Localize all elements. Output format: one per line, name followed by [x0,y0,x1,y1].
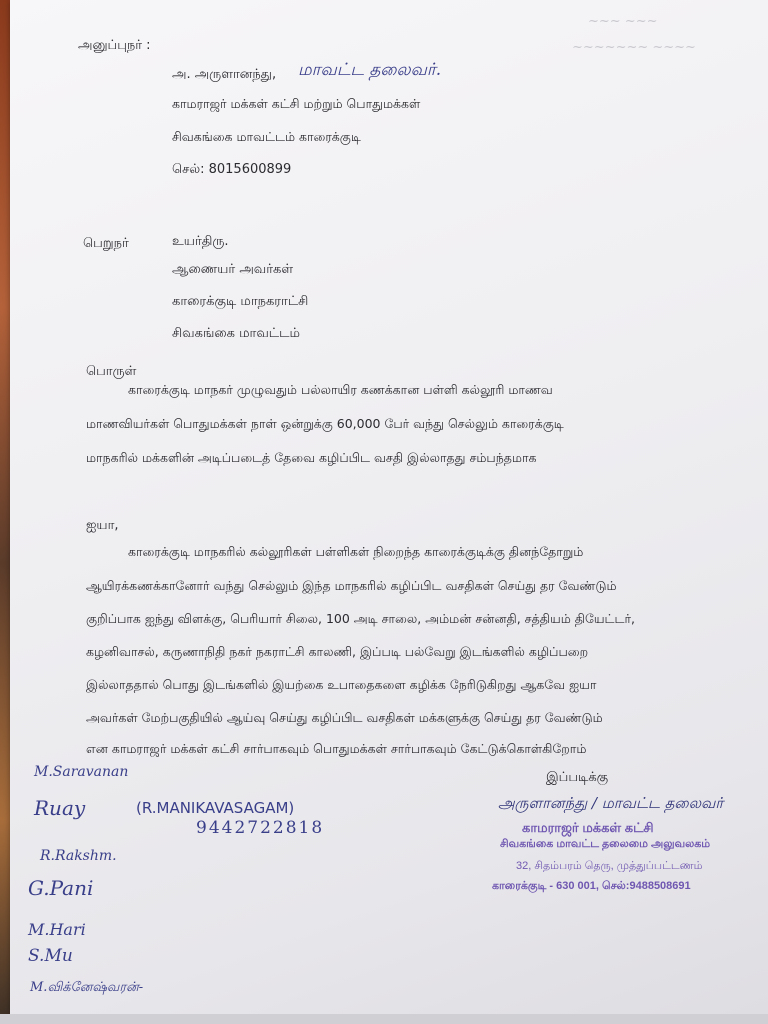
subject-line-1: காரைக்குடி மாநகர் முழுவதும் பல்லாயிர கணக்கான பள்ளி கல்லூரி மாணவ [128,382,553,397]
sender-party: காமராஜர் மக்கள் கட்சி மற்றும் பொதுமக்கள் [172,96,421,111]
sender-heading: அனுப்புநர் : [78,38,151,53]
body-line-3: குறிப்பாக ஐந்து விளக்கு, பெரியார் சிலை, 100 அடி சாலை, அம்மன் சன்னதி, சத்தியம் தியேட்டர், [86,611,635,626]
sender-name: அ. அருளானந்து, [172,67,277,82]
sender-place: சிவகங்கை மாவட்டம் காரைக்குடி [172,129,361,144]
stamp-line-4: காரைக்குடி - 630 001, செல்:9488508691 [492,880,691,892]
stamp-line-2: சிவகங்கை மாவட்ட தலைமை அலுவலகம் [500,838,711,850]
body-line-5: இல்லாததால் பொது இடங்களில் இயற்கை உபாதைகளை கழிக்க நேரிடுகிறது ஆகவே ஐயா [86,677,597,692]
stamp-line-1: காமராஜர் மக்கள் கட்சி [522,820,654,835]
subject-line-3: மாநகரில் மக்களின் அடிப்படைத் தேவை கழிப்பிட வசதி இல்லாதது சம்பந்தமாக [86,450,537,465]
signature-7: M.விக்னேஷ்வரன்- [30,980,144,995]
signature-2-phone: 9442722818 [196,818,325,838]
sender-designation-handwritten: மாவட்ட தலைவர். [298,60,442,80]
recipient-line3: சிவகங்கை மாவட்டம் [172,326,300,341]
recipient-line1: ஆணையர் அவர்கள் [172,262,294,277]
signature-6: S.Mu [28,946,73,966]
stamp-line-3: 32, சிதம்பரம் தெரு, முத்துப்பட்டணம் [516,860,703,872]
recipient-line2: காரைக்குடி மாநகராட்சி [172,294,309,309]
body-line-4: கழனிவாசல், கருணாநிதி நகர் நகராட்சி காலணி, இப்படி பல்வேறு இடங்களில் கழிப்பறை [86,644,589,659]
bleed-through-mark: ~~~~~~~ ~~~~ [572,40,696,55]
signature-5: M.Hari [28,920,86,939]
signature-1: M.Saravanan [34,764,129,780]
signature-4: G.Pani [28,876,94,900]
subject-heading: பொருள் [86,364,137,379]
signature-2-scribble: Ruay [34,796,86,820]
desk-surface [0,1014,768,1024]
bleed-through-mark: ~~~ ~~~ [588,14,658,29]
body-closing: இப்படிக்கு [546,770,609,785]
body-line-7: என காமராஜர் மக்கள் கட்சி சார்பாகவும் பொதுமக்கள் சார்பாகவும் கேட்டுக்கொள்கிறோம் [86,741,587,756]
body-line-6: அவர்கள் மேற்பகுதியில் ஆய்வு செய்து கழிப்பிட வசதிகள் மக்களுக்கு செய்து தர வேண்டும் [86,710,603,725]
body-line-2: ஆயிரக்கணக்கானோர் வந்து செல்லும் இந்த மாநகரில் கழிப்பிட வசதிகள் செய்து தர வேண்டும் [86,578,617,593]
signature-2-name: (R.MANIKAVASAGAM) [136,799,295,817]
recipient-heading: பெறுநர் [83,236,129,251]
signature-top-right: அருளானந்து / மாவட்ட தலைவர் [498,794,724,812]
signature-3: R.Rakshm. [40,848,117,864]
sender-phone: செல்: 8015600899 [172,162,292,177]
body-line-1: காரைக்குடி மாநகரில் கல்லூரிகள் பள்ளிகள் நிறைந்த காரைக்குடிக்கு தினந்தோறும் [128,544,584,559]
recipient-title: உயர்திரு. [172,234,229,249]
subject-line-2: மாணவியர்கள் பொதுமக்கள் நாள் ஒன்றுக்கு 60,000 பேர் வந்து செல்லும் காரைக்குடி [86,416,564,431]
body-greeting: ஐயா, [86,518,119,533]
